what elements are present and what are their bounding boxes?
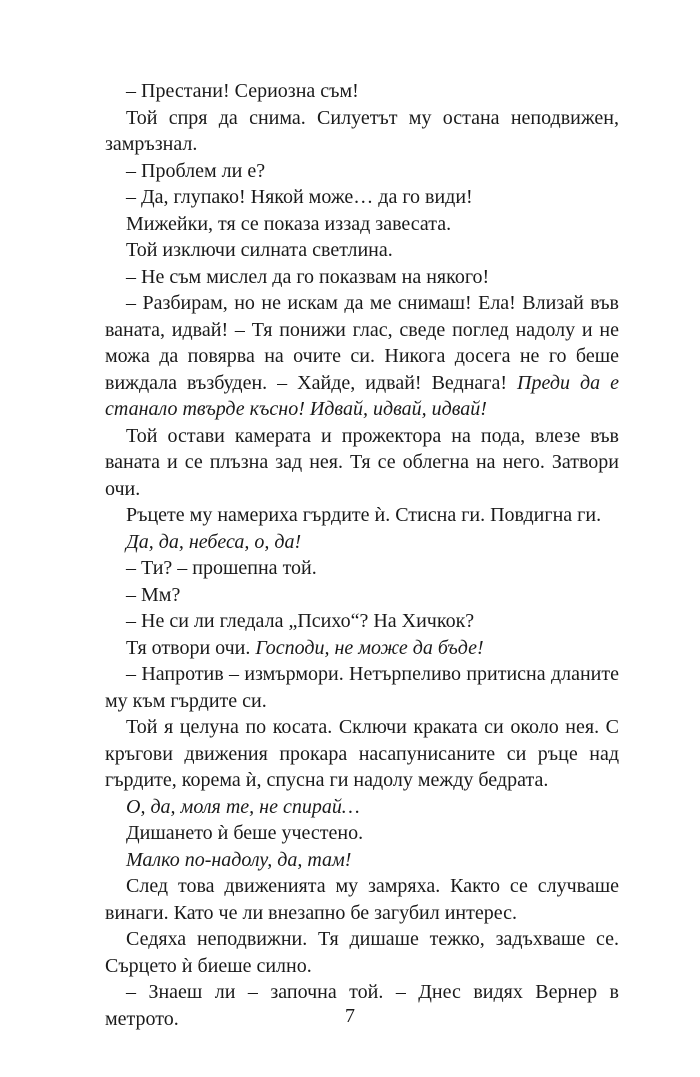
paragraph: – Проблем ли е? xyxy=(126,159,266,182)
italic-thought: Преди да е станало твърде късно! Идвай, идвай, идвай! xyxy=(105,371,619,420)
paragraph: – Престани! Сериозна съм! xyxy=(126,80,359,102)
paragraph: – Напротив – измърмори. Нетърпеливо притисна дланите му към гърдите си. xyxy=(105,663,619,712)
paragraph xyxy=(105,847,619,874)
italic-thought: О, да, моля те, не спирай… xyxy=(126,795,360,818)
paragraph: – Не си ли гледала „Психо“? На Хичкок? xyxy=(126,610,475,632)
paragraph xyxy=(105,529,619,556)
paragraph: – Да, глупако! Някой може… да го види! xyxy=(126,186,473,208)
page-body xyxy=(105,78,619,1032)
paragraph: Той я целуна по косата. Сключи краката си около нея. С кръгови движения прокара насапунисаните си ръце над гърдите, корема ѝ, спусна ги надолу между бедрата. xyxy=(105,716,619,791)
italic-thought: Малко по-надолу, да, там! xyxy=(126,848,352,871)
paragraph: Той остави камерата и прожектора на пода, влезе във ваната и се плъзна зад нея. Тя се облегна на него. Затвори очи. xyxy=(105,424,619,500)
paragraph: Ръцете му намериха гърдите ѝ. Стисна ги. Повдигна ги. xyxy=(126,504,602,526)
paragraph: Той спря да снима. Силуетът му остана неподвижен, замръзнал. xyxy=(105,106,619,155)
italic-thought: Да, да, небеса, о, да! xyxy=(126,530,302,553)
paragraph: – Разбирам, но не искам да ме снимаш! Ела! Влизай във ваната, идвай! – Тя понижи глас, сведе поглед надолу и не можа да повярва на очите си. Никога досега не го беше виждала възбуден. – Хайде, идвай! Веднага! Преди да е станало твърде късно! Идвай, идвай, идвай! xyxy=(105,292,619,420)
paragraph xyxy=(105,794,619,821)
paragraph: Мижейки, тя се показа иззад завесата. xyxy=(126,212,452,235)
paragraph: Седяха неподвижни. Тя дишаше тежко, задъхваше се. Сърцето ѝ биеше силно. xyxy=(105,928,619,977)
paragraph: – Ти? – прошепна той. xyxy=(126,557,317,579)
paragraph: Той изключи силната светлина. xyxy=(126,239,393,261)
paragraph: – Не съм мислел да го показвам на някого! xyxy=(126,265,490,288)
page-number: 7 xyxy=(345,1005,355,1027)
paragraph: – Мм? xyxy=(126,583,181,606)
paragraph: Дишането ѝ беше учестено. xyxy=(126,822,364,844)
paragraph: – Знаеш ли – започна той. – Днес видях Вернер в метрото. xyxy=(105,981,619,1030)
italic-thought: Господи, не може да бъде! xyxy=(255,636,484,659)
paragraph: След това движенията му замряха. Както се случваше винаги. Като че ли внезапно бе загубил интерес. xyxy=(105,875,619,924)
paragraph: Тя отвори очи. Господи, не може да бъде! xyxy=(126,636,484,659)
